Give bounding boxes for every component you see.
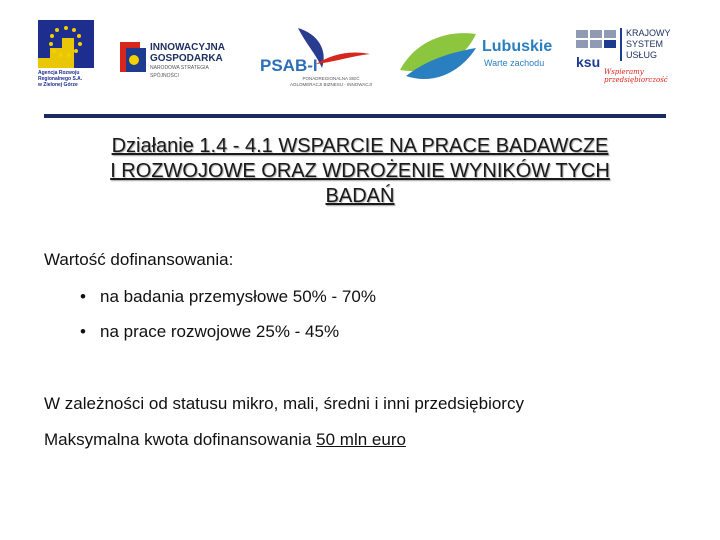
lubuskie-name: Lubuskie: [482, 38, 553, 55]
bullet-item: [80, 322, 339, 342]
agency-logo: [38, 20, 94, 98]
psab-logo: [258, 24, 374, 94]
ksu-name-line1: KRAJOWY: [626, 28, 671, 38]
max-amount-line: [44, 430, 406, 450]
lubuskie-tagline: Warte zachodu: [484, 58, 545, 68]
bullet-symbol: •: [80, 287, 86, 306]
logo-bar: [0, 0, 720, 110]
agency-label-line: Agencja Rozwoju: [38, 70, 80, 76]
bullet-item: [80, 287, 376, 307]
ksu-tagline: Wspieramy przedsiębiorczość: [604, 68, 668, 84]
agency-label-line: w Zielonej Górze: [38, 82, 78, 88]
header-divider: [44, 114, 666, 118]
lubuskie-logo: [396, 26, 552, 92]
agency-label-line: Regionalnego S.A.: [38, 76, 83, 82]
psab-name: PSAB-I: [260, 56, 318, 75]
title-line: BADAŃ: [325, 185, 395, 207]
bullet-symbol: •: [80, 322, 86, 341]
psab-subtitle-line2: AGLOMERACJI BIZNESU - INNOWACJI: [289, 82, 373, 87]
max-amount-label: Maksymalna kwota dofinansowania: [44, 430, 317, 449]
dependency-text: W zależności od statusu mikro, mali, średni i inni przedsiębiorcy: [44, 394, 524, 413]
innowacyjna-gospodarka-logo: [118, 36, 238, 79]
innowacyjna-name-line1: INNOWACYJNA: [150, 42, 226, 53]
ksu-name-line3: USŁUG: [626, 50, 658, 60]
funding-label: Wartość dofinansowania:: [44, 250, 234, 269]
ksu-name-line2: SYSTEM: [626, 39, 664, 49]
ksu-logo: [574, 26, 694, 82]
bullet-text: na prace rozwojowe 25% - 45%: [100, 322, 340, 341]
bullet-text: na badania przemysłowe 50% - 70%: [100, 287, 376, 306]
title-line: I ROZWOJOWE ORAZ WDROŻENIE WYNIKÓW TYCH: [110, 160, 610, 182]
innowacyjna-subtitle: NARODOWA STRATEGIA SPÓJNOŚCI: [150, 65, 209, 79]
lubuskie-leaf-icon: [396, 26, 478, 92]
psab-subtitle-line1: PONADREGIONALNA SIEĆ: [302, 76, 360, 81]
innovation-star-icon: [118, 38, 146, 76]
innowacyjna-name-line2: GOSPODARKA: [150, 53, 223, 64]
slide-title: [30, 134, 690, 209]
max-amount-value: 50 mln euro: [316, 430, 406, 449]
title-line: Działanie 1.4 - 4.1 WSPARCIE NA PRACE BADAWCZE: [111, 135, 609, 157]
ksu-abbr: ksu: [576, 54, 601, 70]
